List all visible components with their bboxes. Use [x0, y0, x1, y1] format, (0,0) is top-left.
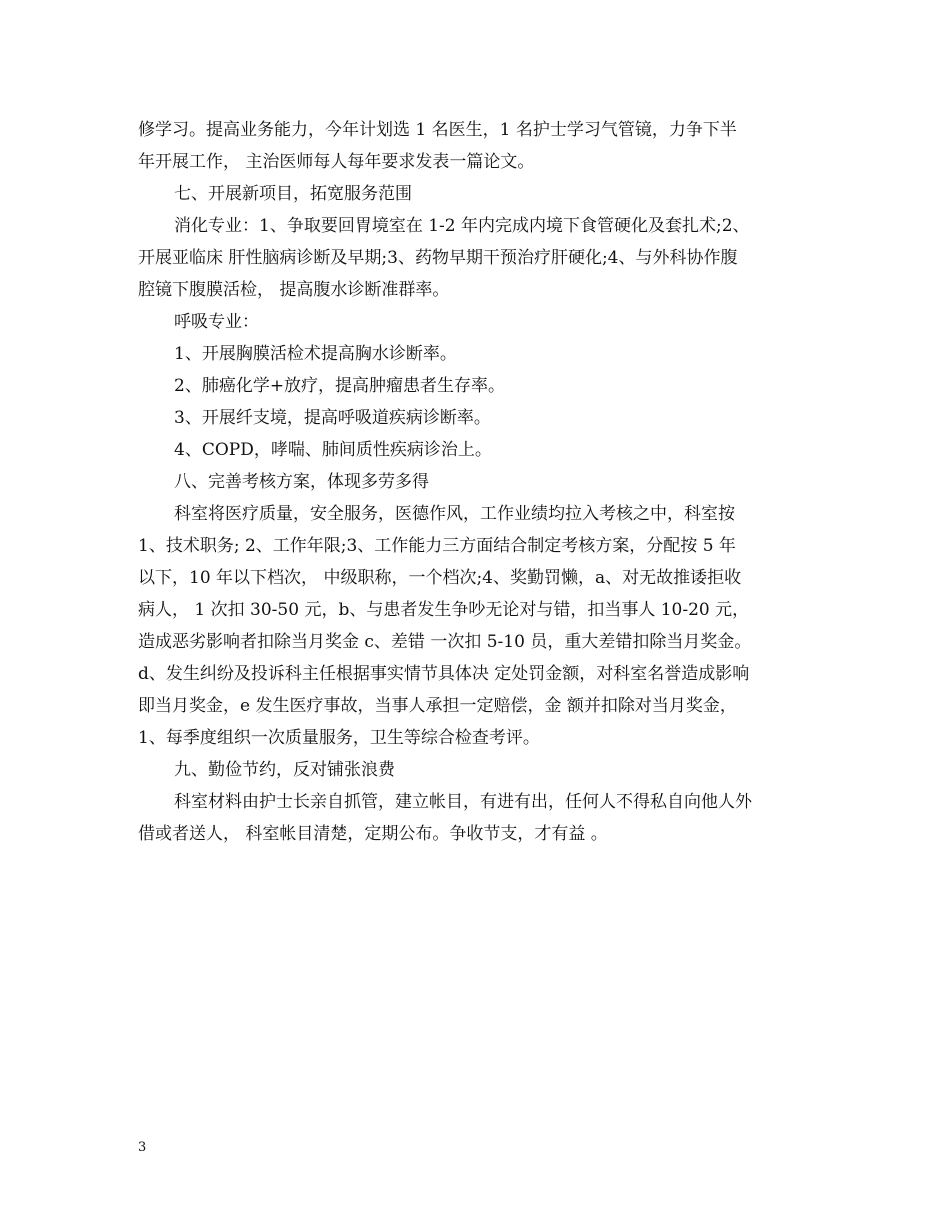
section-heading-7: 七、开展新项目，拓宽服务范围	[174, 184, 412, 204]
subheading-respiratory: 呼吸专业：	[174, 312, 259, 332]
text-line: d、发生纠纷及投诉科主任根据事实情节具体决 定处罚金额，对科室名誉造成影响	[138, 664, 750, 684]
text-line: 1、技术职务; 2、工作年限;3、工作能力三方面结合制定考核方案，分配按 5 年	[138, 536, 736, 556]
text-line: 修学习。提高业务能力，今年计划选 1 名医生，1 名护士学习气管镜，力争下半	[138, 120, 737, 140]
text-line: 即当月奖金，e 发生医疗事故，当事人承担一定赔偿，金 额并扣除对当月奖金，	[138, 696, 737, 716]
page-number: 3	[138, 1140, 147, 1155]
list-item: 4、COPD，哮喘、肺间质性疾病诊治上。	[174, 440, 492, 460]
section-heading-9: 九、勤俭节约，反对铺张浪费	[174, 760, 395, 780]
text-line: 造成恶劣影响者扣除当月奖金 c、差错 一次扣 5-10 员，重大差错扣除当月奖金。	[138, 632, 752, 652]
text-line: 年开展工作， 主治医师每人每年要求发表一篇论文。	[138, 152, 535, 172]
text-line: 科室将医疗质量，安全服务，医德作风，工作业绩均拉入考核之中，科室按	[174, 504, 735, 524]
text-line: 开展亚临床 肝性脑病诊断及早期;3、药物早期干预治疗肝硬化;4、与外科协作腹	[138, 248, 738, 268]
text-line: 科室材料由护士长亲自抓管，建立帐目，有进有出，任何人不得私自向他人外	[174, 792, 752, 812]
section-heading-8: 八、完善考核方案，体现多劳多得	[174, 472, 429, 492]
text-line: 借或者送人， 科室帐目清楚，定期公布。争收节支，才有益 。	[138, 824, 608, 844]
document-body	[138, 115, 828, 851]
text-line: 消化专业：1、争取要回胃境室在 1-2 年内完成内境下食管硬化及套扎术;2、	[174, 216, 750, 236]
text-line: 1、每季度组织一次质量服务，卫生等综合检查考评。	[138, 728, 540, 748]
list-item: 2、肺癌化学+放疗，提高肿瘤患者生存率。	[174, 376, 506, 396]
text-line: 腔镜下腹膜活检， 提高腹水诊断准群率。	[138, 280, 450, 300]
list-item: 3、开展纤支境，提高呼吸道疾病诊断率。	[174, 408, 491, 428]
text-line: 以下，10 年以下档次， 中级职称，一个档次;4、奖勤罚懒，a、对无故推诿拒收	[138, 568, 742, 588]
text-line: 病人， 1 次扣 30-50 元，b、与患者发生争吵无论对与错，扣当事人 10-20 元，	[138, 600, 750, 620]
list-item: 1、开展胸膜活检术提高胸水诊断率。	[174, 344, 457, 364]
